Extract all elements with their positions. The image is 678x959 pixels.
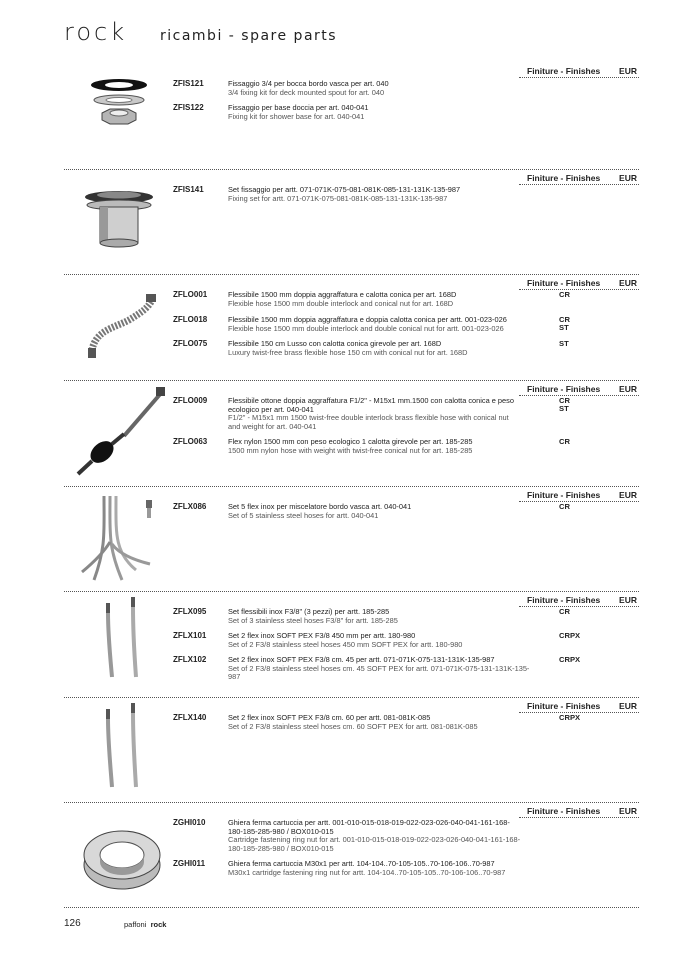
currency-label: EUR <box>619 173 637 183</box>
currency-label: EUR <box>619 66 637 76</box>
footer-collection: rock <box>150 920 167 929</box>
finish-code: CR <box>559 290 570 299</box>
article-code: ZFLX095 <box>173 607 207 616</box>
section-ring-nuts <box>64 802 639 902</box>
five-hoses-image <box>74 492 169 584</box>
page-title-brand: rock <box>64 18 128 46</box>
description-it: Set 2 flex inox SOFT PEX F3/8 cm. 45 per artt. 071-071K-075-131-131K-135-987 <box>228 655 495 664</box>
description-en: Flexible hose 1500 mm double interlock and conical nut for art. 168D <box>228 298 454 308</box>
finish-code: CR <box>559 437 570 446</box>
article-code: ZFLO018 <box>173 315 208 324</box>
article-code: ZFIS121 <box>173 79 204 88</box>
description-it: Set 2 flex inox SOFT PEX F3/8 cm. 60 per artt. 081-081K-085 <box>228 713 431 722</box>
currency-label: EUR <box>619 701 637 711</box>
finish-code: CRPX <box>559 631 581 640</box>
finishes-label: Finiture - Finishes <box>527 66 601 76</box>
footer-divider <box>64 907 639 908</box>
article-code: ZFLO009 <box>173 396 208 405</box>
finish-code: CR <box>559 502 570 511</box>
description-it: Flex nylon 1500 mm con peso ecologico 1 calotta girevole per art. 185-285 <box>228 437 473 446</box>
finish-code: CR <box>559 607 570 616</box>
description-it: Fissaggio per base doccia per art. 040-041 <box>228 103 369 112</box>
flexible-hose-image <box>74 290 164 365</box>
page-number: 126 <box>64 918 81 929</box>
section-stainless-hoses-5 <box>64 486 639 586</box>
description-en: 1500 mm nylon hose with weight with twist-free conical nut for art. 185-285 <box>228 445 473 455</box>
description-it: Flessibile ottone doppia aggraffatura F1/2" - M15x1 mm.1500 con calotta conica e peso ecologico per art. 040-041 <box>228 396 514 414</box>
section-soft-pex-hoses <box>64 591 639 691</box>
article-code: ZGHI010 <box>173 818 206 827</box>
description-en: Fixing kit for shower base for art. 040-041 <box>228 111 365 121</box>
finish-code: ST <box>559 339 569 348</box>
page-subtitle: ricambi - spare parts <box>160 28 338 44</box>
finishes-label: Finiture - Finishes <box>527 173 601 183</box>
finishes-label: Finiture - Finishes <box>527 490 601 500</box>
fixing-set-image <box>74 187 164 257</box>
description-en: Luxury twist-free brass flexible hose 150 cm with conical nut for art. 168D <box>228 347 468 357</box>
description-en: Flexible hose 1500 mm double interlock and double conical nut for artt. 001-023-026 <box>228 323 504 333</box>
article-code: ZFLX102 <box>173 655 207 664</box>
section-fixing-set <box>64 169 639 269</box>
description-en: Set of 2 F3/8 stainless steel hoses cm. 60 SOFT PEX for artt. 081-081K-085 <box>228 721 478 731</box>
currency-label: EUR <box>619 384 637 394</box>
description-it: Set flessibili inox F3/8" (3 pezzi) per artt. 185-285 <box>228 607 390 616</box>
description-it: Set 5 flex inox per miscelatore bordo vasca art. 040-041 <box>228 502 412 511</box>
finish-code: CR ST <box>559 315 570 332</box>
fixing-kit-image <box>74 76 164 131</box>
article-code: ZFLX140 <box>173 713 207 722</box>
description-en: Fixing set for artt. 071-071K-075-081-081K-085-131-131K-135-987 <box>228 193 448 203</box>
description-en: Set of 3 stainless steel hoses F3/8" for artt. 185-285 <box>228 615 398 625</box>
description-en: Set of 2 F3/8 stainless steel hoses 450 mm SOFT PEX for artt. 180-980 <box>228 639 463 649</box>
currency-label: EUR <box>619 595 637 605</box>
article-code: ZFLO001 <box>173 290 208 299</box>
hose-with-weight-image <box>74 386 169 481</box>
currency-label: EUR <box>619 278 637 288</box>
footer-brand <box>124 920 166 929</box>
section-fixing-kits <box>64 66 639 166</box>
finish-code: CR ST <box>559 396 570 413</box>
finish-code: CRPX <box>559 655 581 664</box>
description-it: Flessibile 1500 mm doppia aggraffatura e doppia calotta conica per artt. 001-023-026 <box>228 315 507 324</box>
section-brass-nylon-hoses <box>64 380 639 480</box>
description-it: Ghiera ferma cartuccia M30x1 per artt. 104-104..70-105-105..70-106-106..70-987 <box>228 859 495 868</box>
description-it: Set 2 flex inox SOFT PEX F3/8 450 mm per artt. 180-980 <box>228 631 416 640</box>
ring-nut-image <box>74 820 169 895</box>
description-en: Set of 2 F3/8 stainless steel hoses cm. 45 SOFT PEX for artt. 071-071K-075-131-131K-135-987 <box>228 663 530 682</box>
description-it: Flessibile 1500 mm doppia aggraffatura e calotta conica per art. 168D <box>228 290 457 299</box>
description-en: F1/2" - M15x1 mm 1500 twist-free double interlock brass flexible hose with conical nut and weight for art. 040-041 <box>228 413 509 431</box>
section-soft-pex-60 <box>64 697 639 797</box>
currency-label: EUR <box>619 490 637 500</box>
currency-label: EUR <box>619 806 637 816</box>
footer-brand-name: paffoni <box>124 920 147 929</box>
article-code: ZFLX086 <box>173 502 207 511</box>
article-code: ZFLO075 <box>173 339 208 348</box>
article-code: ZGHI011 <box>173 859 206 868</box>
finishes-label: Finiture - Finishes <box>527 384 601 394</box>
finish-code: CRPX <box>559 713 581 722</box>
description-en: Set of 5 stainless steel hoses for artt. 040-041 <box>228 510 379 520</box>
article-code: ZFIS141 <box>173 185 204 194</box>
two-hoses-60-image <box>74 701 154 793</box>
finishes-label: Finiture - Finishes <box>527 595 601 605</box>
article-code: ZFLX101 <box>173 631 207 640</box>
finishes-label: Finiture - Finishes <box>527 701 601 711</box>
description-it: Fissaggio 3/4 per bocca bordo vasca per art. 040 <box>228 79 389 88</box>
description-it: Set fissaggio per artt. 071-071K-075-081-081K-085-131-131K-135-987 <box>228 185 461 194</box>
description-en: 3/4 fixing kit for deck mounted spout for art. 040 <box>228 87 385 97</box>
finishes-label: Finiture - Finishes <box>527 806 601 816</box>
description-it: Flessibile 150 cm Lusso con calotta conica girevole per art. 168D <box>228 339 442 348</box>
article-code: ZFLO063 <box>173 437 208 446</box>
description-en: Cartridge fastening ring nut for art. 001-010-015-018-019-022-023-026-040-041-161-168-180-185-285-980 / BOX010-015 <box>228 835 521 853</box>
article-code: ZFIS122 <box>173 103 204 112</box>
description-en: M30x1 cartridge fastening ring nut for artt. 104-104..70-105-105..70-106-106..70-987 <box>228 867 506 877</box>
section-flexible-hoses <box>64 274 639 374</box>
description-it: Ghiera ferma cartuccia per artt. 001-010-015-018-019-022-023-026-040-041-161-168-180-185-285-980 / BOX010-015 <box>228 818 510 836</box>
finishes-label: Finiture - Finishes <box>527 278 601 288</box>
two-hoses-image <box>74 595 154 685</box>
